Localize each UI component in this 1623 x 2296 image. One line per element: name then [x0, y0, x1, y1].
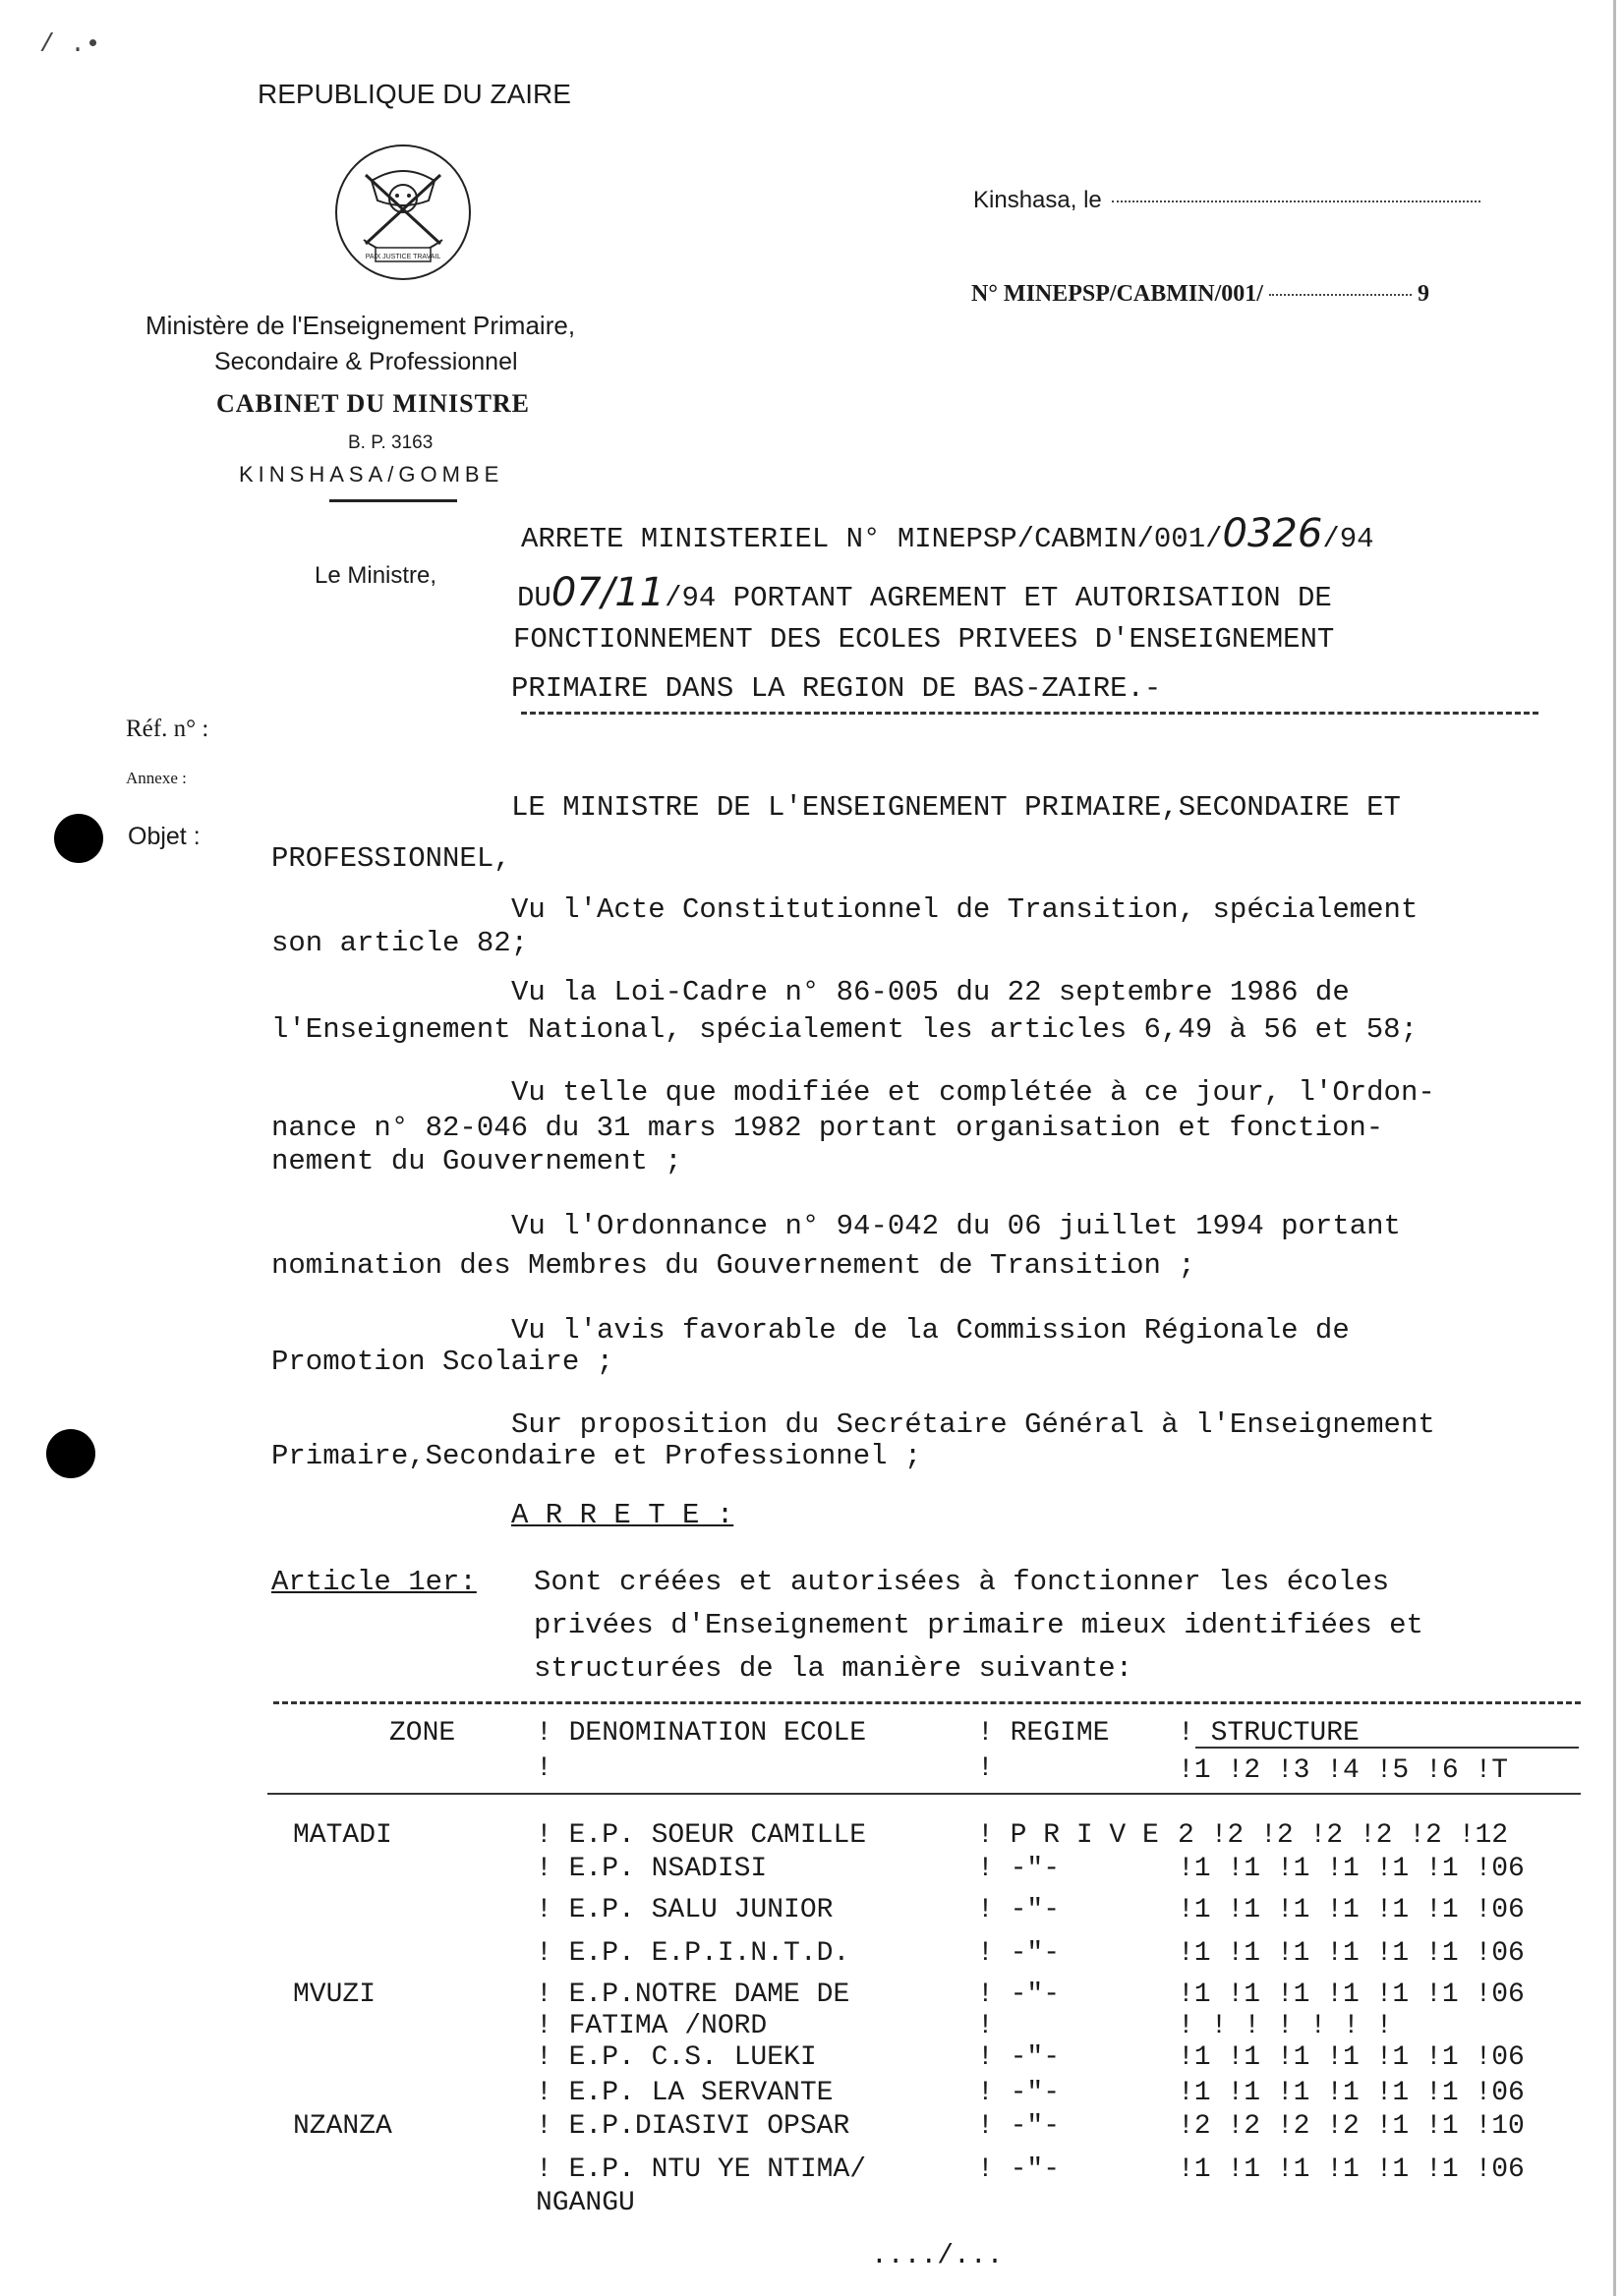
structure-underline — [1195, 1747, 1579, 1749]
title-separator — [521, 712, 1538, 715]
row-regime: ! -"- — [977, 1980, 1061, 2010]
punch-hole-bottom — [46, 1429, 95, 1478]
row-school-name: ! E.P. NSADISI — [536, 1854, 768, 1884]
row-school-name: ! E.P.NOTRE DAME DE — [536, 1980, 850, 2010]
table-top-rule — [273, 1701, 1581, 1704]
recital-5-line-1: Vu l'avis favorable de la Commission Régionale de — [511, 1314, 1350, 1347]
preamble-line-2: PROFESSIONNEL, — [271, 842, 511, 875]
ref-blank — [1269, 294, 1412, 296]
article-1-line-3: structurées de la manière suivante: — [534, 1652, 1133, 1685]
recital-2-line-1: Vu la Loi-Cadre n° 86-005 du 22 septembre 1986 de — [511, 976, 1350, 1008]
handwritten-decree-number: 0326 — [1222, 511, 1323, 556]
scan-edge — [1613, 0, 1616, 2296]
col-header-zone: ZONE — [389, 1718, 456, 1749]
col-header-regime-sub: ! — [977, 1753, 994, 1784]
row-regime: ! -"- — [977, 2078, 1061, 2108]
row-regime: ! — [977, 2011, 994, 2041]
row-school-name: ! E.P. SOEUR CAMILLE — [536, 1820, 867, 1851]
republic-heading: REPUBLIQUE DU ZAIRE — [258, 79, 571, 109]
article-1-line-1: Sont créées et autorisées à fonctionner les écoles — [534, 1566, 1390, 1598]
row-school-name: ! E.P. SALU JUNIOR — [536, 1895, 834, 1925]
row-structure: !1 !1 !1 !1 !1 !1 !06 — [1178, 1854, 1525, 1884]
recital-4-line-1: Vu l'Ordonnance n° 94-042 du 06 juillet 1994 portant — [511, 1210, 1401, 1242]
decree-title-line-2 — [517, 570, 1332, 615]
row-regime: ! -"- — [977, 1854, 1061, 1884]
article-1 — [271, 1567, 477, 1598]
row-school-name: ! E.P.DIASIVI OPSAR — [536, 2111, 850, 2142]
coat-of-arms-seal — [332, 142, 474, 283]
row-structure: 2 !2 !2 !2 !2 !2 !12 — [1178, 1820, 1509, 1851]
recital-4-line-2: nomination des Membres du Gouvernement de Transition ; — [271, 1249, 1195, 1282]
col-header-classes: !1 !2 !3 !4 !5 !6 !T — [1178, 1755, 1509, 1786]
col-header-name: ! DENOMINATION ECOLE — [536, 1718, 867, 1749]
col-header-regime: ! REGIME — [977, 1718, 1110, 1749]
recital-3-line-1: Vu telle que modifiée et complétée à ce jour, l'Ordon- — [511, 1076, 1435, 1109]
row-structure: !1 !1 !1 !1 !1 !1 !06 — [1178, 1895, 1525, 1925]
recital-3-line-3: nement du Gouvernement ; — [271, 1145, 682, 1177]
decree-title-continuation: /94 PORTANT AGREMENT ET AUTORISATION DE — [665, 582, 1332, 614]
scan-specks: / .• — [39, 29, 101, 59]
row-school-name: ! E.P. LA SERVANTE — [536, 2078, 834, 2108]
row-structure: !1 !1 !1 !1 !1 !1 !06 — [1178, 1980, 1525, 2010]
row-zone: MVUZI — [293, 1980, 377, 2010]
decree-year: /94 — [1322, 523, 1374, 555]
annex-label: Annexe : — [126, 769, 187, 787]
row-school-name: ! E.P. NTU YE NTIMA/ — [536, 2154, 867, 2185]
handwritten-decree-date: 07/11 — [551, 570, 666, 615]
recital-1-line-1: Vu l'Acte Constitutionnel de Transition, spécialement — [511, 893, 1419, 926]
seal-motto: PAIX JUSTICE TRAVAIL — [365, 254, 441, 260]
row-structure: !1 !1 !1 !1 !1 !1 !06 — [1178, 2078, 1525, 2108]
ministry-line-1: Ministère de l'Enseignement Primaire, — [145, 311, 576, 340]
decree-number-prefix: ARRETE MINISTERIEL N° MINEPSP/CABMIN/001/ — [521, 523, 1223, 555]
city: KINSHASA/GOMBE — [239, 462, 504, 487]
minister-label: Le Ministre, — [315, 562, 437, 589]
row-structure: ! ! ! ! ! ! ! — [1178, 2011, 1393, 2041]
article-1-label: Article 1er: — [271, 1566, 477, 1598]
recital-1-line-2: son article 82; — [271, 927, 529, 959]
decree-title-line-4: PRIMAIRE DANS LA REGION DE BAS-ZAIRE.- — [511, 672, 1162, 705]
row-structure: !1 !1 !1 !1 !1 !1 !06 — [1178, 2154, 1525, 2185]
col-header-name-sub: ! — [536, 1753, 552, 1784]
decree-title-line-1 — [521, 511, 1374, 556]
row-regime: ! -"- — [977, 1895, 1061, 1925]
row-zone: MATADI — [293, 1820, 392, 1851]
punch-hole-top — [54, 814, 103, 863]
recital-5-line-2: Promotion Scolaire ; — [271, 1346, 614, 1378]
recital-6-line-1: Sur proposition du Secrétaire Général à l'Enseignement — [511, 1408, 1435, 1441]
article-1-line-2: privées d'Enseignement primaire mieux identifiées et — [534, 1609, 1423, 1641]
recital-2-line-2: l'Enseignement National, spécialement les articles 6,49 à 56 et 58; — [271, 1013, 1418, 1046]
row-regime: ! P R I V E — [977, 1820, 1159, 1851]
col-header-structure: ! STRUCTURE — [1178, 1718, 1360, 1749]
place-date-label: Kinshasa, le — [973, 187, 1102, 213]
row-structure: !1 !1 !1 !1 !1 !1 !06 — [1178, 2042, 1525, 2073]
row-structure: !2 !2 !2 !2 !1 !1 !10 — [1178, 2111, 1525, 2142]
recital-3-line-2: nance n° 82-046 du 31 mars 1982 portant organisation et fonction- — [271, 1112, 1384, 1144]
city-underline — [329, 499, 457, 502]
row-regime: ! -"- — [977, 2111, 1061, 2142]
row-regime: ! -"- — [977, 2042, 1061, 2073]
object-label: Objet : — [128, 823, 201, 850]
postal-box: B. P. 3163 — [348, 432, 434, 453]
date-blank — [1112, 201, 1480, 202]
decree-date-prefix: DU — [517, 582, 551, 614]
recital-6-line-2: Primaire,Secondaire et Professionnel ; — [271, 1440, 922, 1472]
row-school-name: ! E.P. E.P.I.N.T.D. — [536, 1938, 850, 1969]
decision-heading: A R R E T E : — [511, 1499, 734, 1531]
place-date — [973, 187, 1480, 214]
continuation-mark: ..../... — [871, 2241, 1004, 2271]
cabinet-heading: CABINET DU MINISTRE — [216, 389, 531, 418]
decree-title-line-3: FONCTIONNEMENT DES ECOLES PRIVEES D'ENSEIGNEMENT — [513, 623, 1335, 656]
row-school-name: ! E.P. C.S. LUEKI — [536, 2042, 817, 2073]
preamble-line-1: LE MINISTRE DE L'ENSEIGNEMENT PRIMAIRE,SECONDAIRE ET — [511, 791, 1401, 824]
row-school-name: NGANGU — [536, 2188, 635, 2218]
ref-prefix: N° MINEPSP/CABMIN/001/ — [971, 281, 1263, 307]
row-school-name: ! FATIMA /NORD — [536, 2011, 768, 2041]
row-zone: NZANZA — [293, 2111, 392, 2142]
row-structure: !1 !1 !1 !1 !1 !1 !06 — [1178, 1938, 1525, 1969]
row-regime: ! -"- — [977, 2154, 1061, 2185]
table-header-rule — [267, 1793, 1581, 1795]
row-regime: ! -"- — [977, 1938, 1061, 1969]
reference-number — [971, 281, 1429, 308]
ref-label: Réf. n° : — [126, 716, 209, 742]
ministry-line-2: Secondaire & Professionnel — [214, 348, 518, 375]
ref-suffix: 9 — [1417, 281, 1429, 307]
